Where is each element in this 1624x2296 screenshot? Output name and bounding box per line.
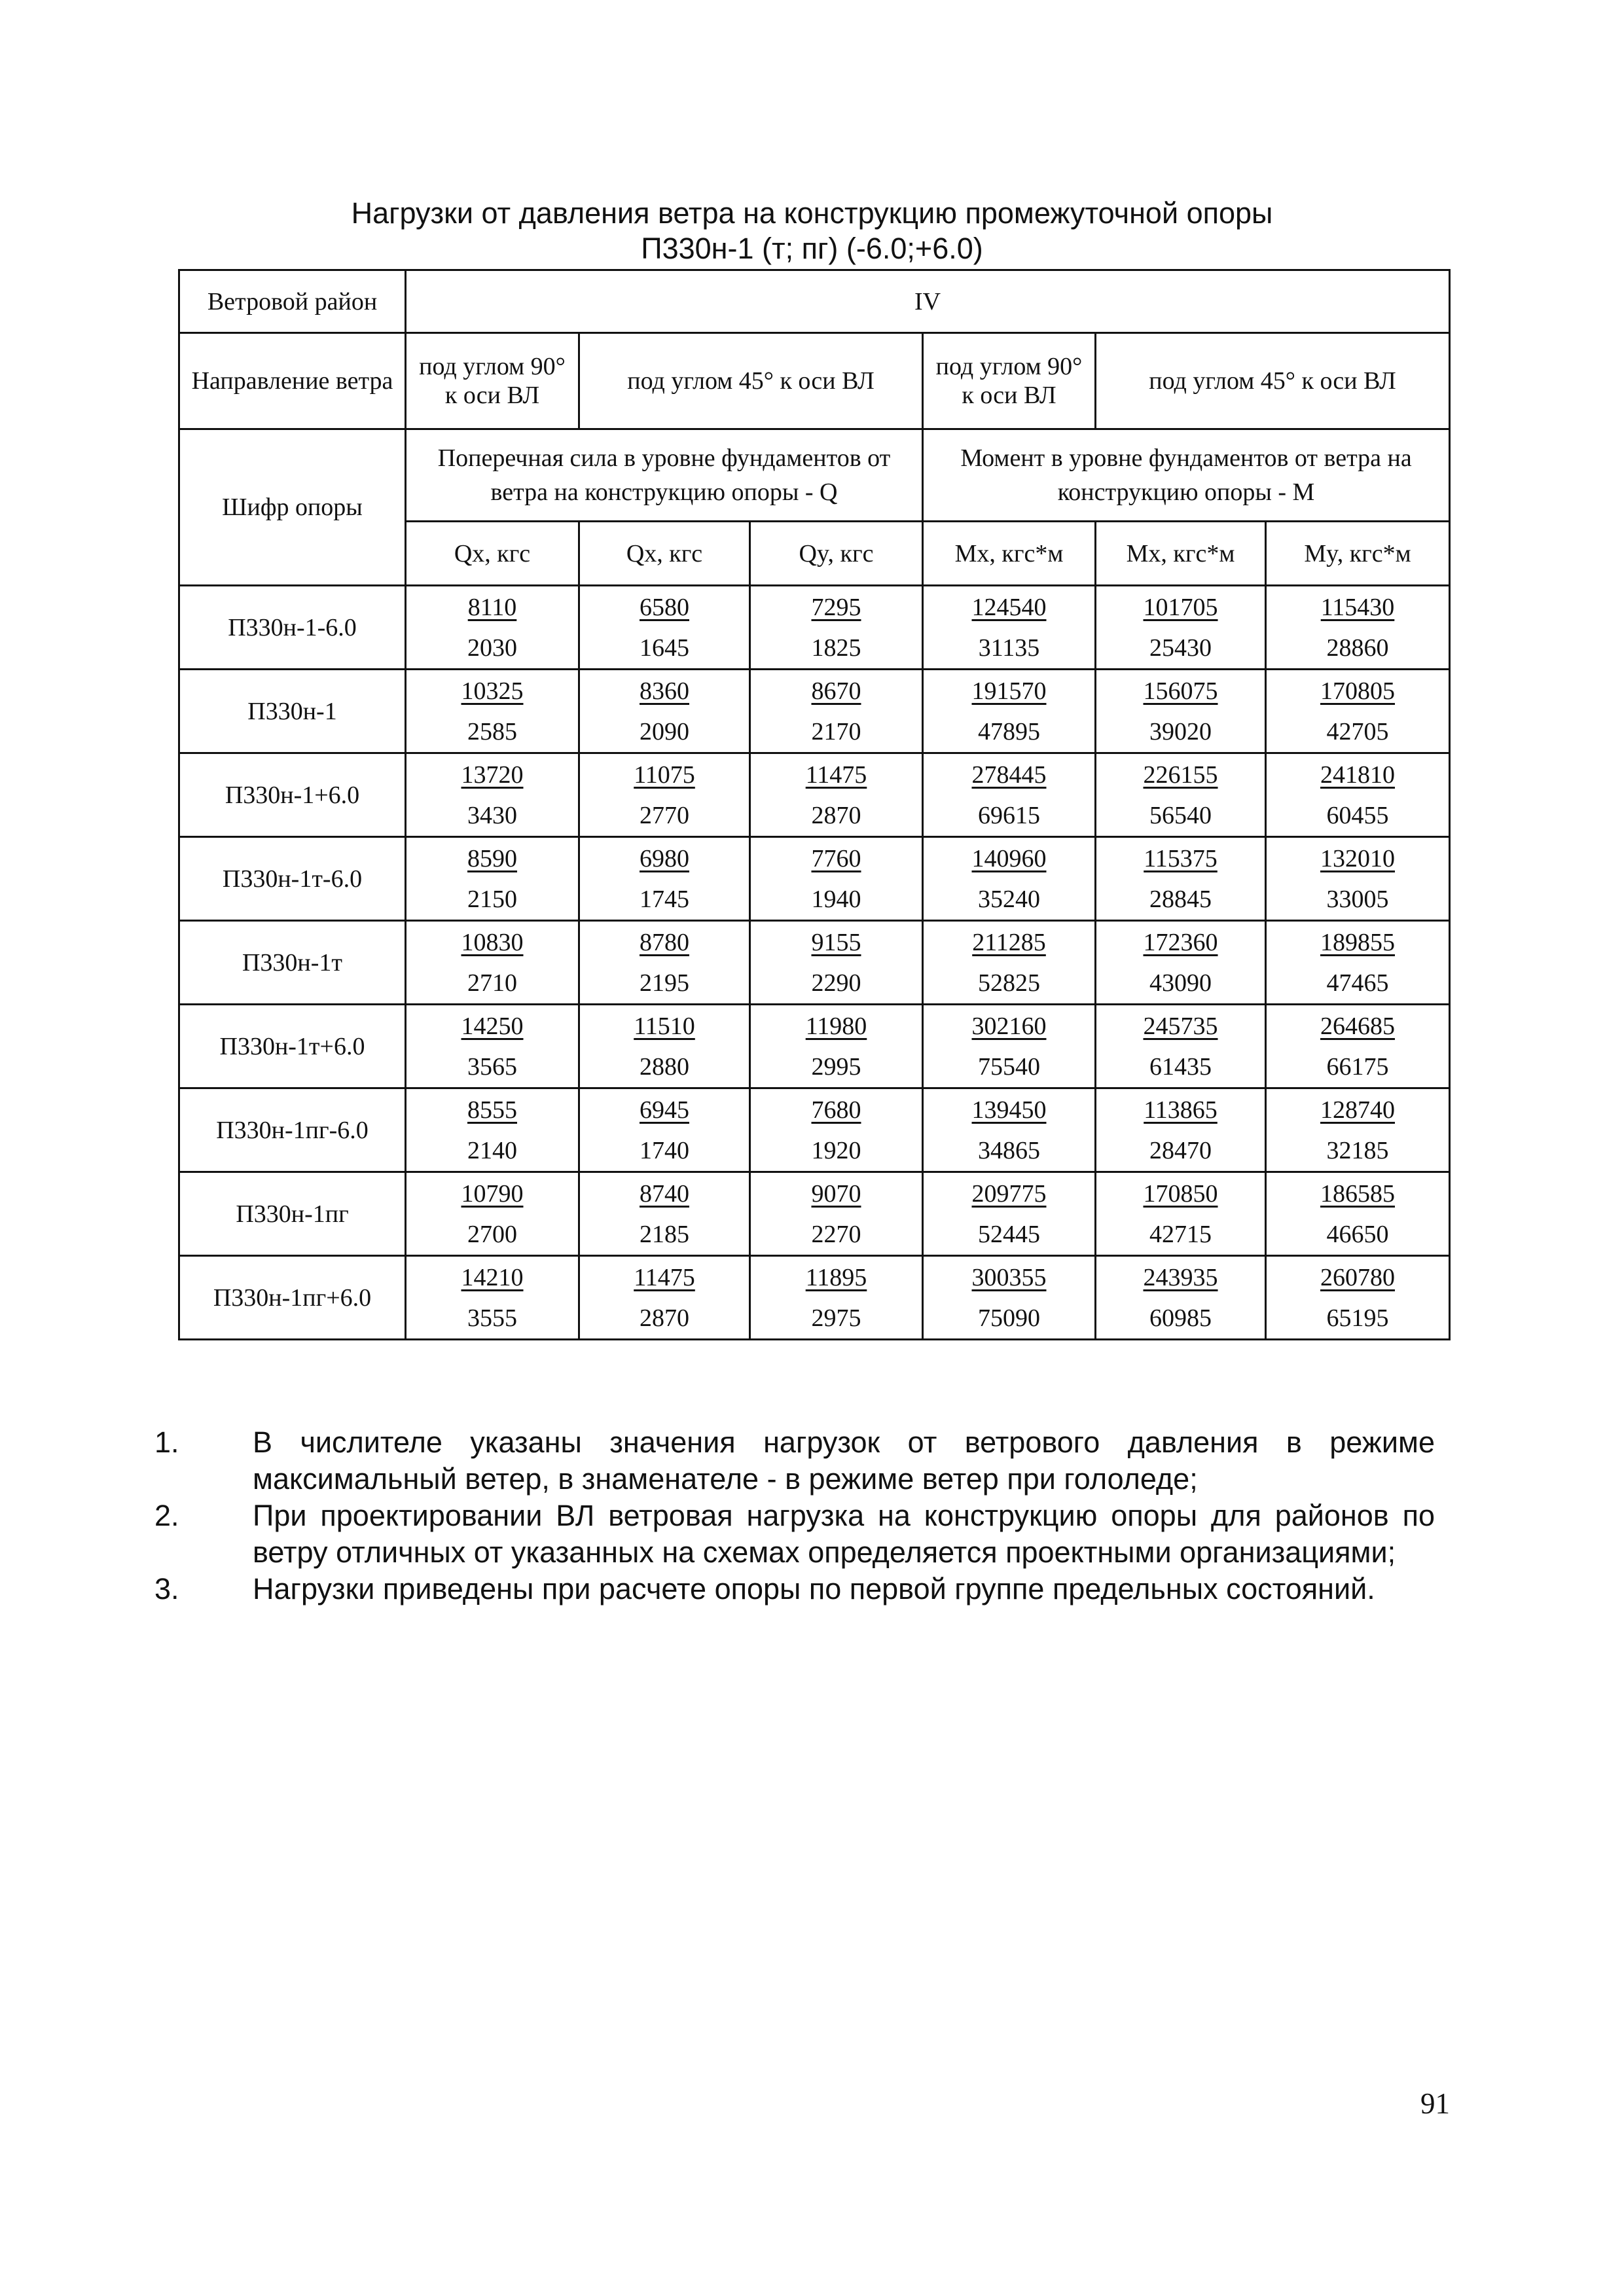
ice-wind-value: 75090 [978,1304,1040,1332]
load-cell [1096,837,1266,921]
load-cell [750,1088,923,1172]
wind-region-value: IV [406,270,1450,333]
ice-wind-value: 2270 [811,1220,861,1248]
ice-wind-value: 52445 [978,1220,1040,1248]
load-cell [923,837,1096,921]
max-wind-value: 13720 [461,761,524,789]
ice-wind-value: 1745 [640,885,689,913]
max-wind-value: 7760 [811,844,861,872]
ice-wind-value: 2585 [467,717,517,745]
support-code: П330н-1т-6.0 [179,837,406,921]
ice-wind-value: 46650 [1326,1220,1389,1248]
max-wind-value: 245735 [1143,1012,1218,1040]
column-header: Mx, кгс*м [923,522,1096,586]
load-cell [1096,753,1266,837]
column-header: Mx, кгс*м [1096,522,1266,586]
ice-wind-value: 1940 [811,885,861,913]
load-cell [750,1172,923,1256]
load-cell [1096,1005,1266,1088]
max-wind-value: 9070 [811,1179,861,1208]
table-row [179,1005,1450,1088]
load-cell [1266,586,1450,670]
max-wind-value: 113865 [1144,1096,1218,1124]
ice-wind-value: 3430 [467,801,517,829]
ice-wind-value: 2710 [467,969,517,997]
max-wind-value: 6580 [640,593,689,621]
max-wind-value: 11475 [634,1263,695,1291]
load-cell [406,586,579,670]
table-title: Нагрузки от давления ветра на конструкцию промежуточной опоры [351,196,1273,230]
max-wind-value: 8110 [467,593,517,621]
load-cell [406,837,579,921]
load-cell [579,921,750,1005]
ice-wind-value: 65195 [1326,1304,1389,1332]
max-wind-value: 9155 [811,928,861,956]
max-wind-value: 302160 [971,1012,1047,1040]
max-wind-value: 226155 [1143,761,1218,789]
load-cell [406,921,579,1005]
ice-wind-value: 2150 [467,885,517,913]
table-row [179,586,1450,670]
load-cell [1266,1256,1450,1340]
load-cell [750,1005,923,1088]
ice-wind-value: 2870 [811,801,861,829]
table-row [179,1256,1450,1340]
load-cell [1266,1005,1450,1088]
max-wind-value: 139450 [971,1096,1047,1124]
load-cell [1266,753,1450,837]
ice-wind-value: 42715 [1149,1220,1212,1248]
load-cell [1096,1256,1266,1340]
note-text: Нагрузки приведены при расчете опоры по первой группе предельных состояний. [253,1572,1375,1605]
max-wind-value: 211285 [972,928,1046,956]
load-cell [923,1256,1096,1340]
max-wind-value: 6980 [640,844,689,872]
note-item [154,1498,1435,1571]
ice-wind-value: 61435 [1149,1052,1212,1081]
max-wind-value: 8590 [467,844,517,872]
note-number: 3. [154,1572,179,1605]
ice-wind-value: 2770 [640,801,689,829]
max-wind-value: 191570 [971,677,1047,705]
direction-45-force: под углом 45° к оси ВЛ [579,333,923,429]
ice-wind-value: 2870 [640,1304,689,1332]
load-cell [1096,670,1266,753]
load-cell [406,1256,579,1340]
ice-wind-value: 2030 [467,634,517,662]
ice-wind-value: 3555 [467,1304,517,1332]
ice-wind-value: 60455 [1326,801,1389,829]
load-cell [579,670,750,753]
max-wind-value: 8555 [467,1096,517,1124]
ice-wind-value: 28845 [1149,885,1212,913]
support-code: П330н-1 [179,670,406,753]
max-wind-value: 170805 [1320,677,1396,705]
max-wind-value: 10325 [461,677,524,705]
max-wind-value: 128740 [1320,1096,1396,1124]
support-code: П330н-1+6.0 [179,753,406,837]
table-row [179,837,1450,921]
load-cell [750,1256,923,1340]
load-cell [406,753,579,837]
load-cell [579,1256,750,1340]
load-cell [579,586,750,670]
ice-wind-value: 43090 [1149,969,1212,997]
ice-wind-value: 47465 [1326,969,1389,997]
table-row [179,753,1450,837]
notes-list [154,1424,1435,1607]
ice-wind-value: 1920 [811,1136,861,1164]
moment-group-header: Момент в уровне фундаментов от ветра на конструкцию опоры - М [923,429,1450,522]
ice-wind-value: 1645 [640,634,689,662]
column-header: My, кгс*м [1266,522,1450,586]
max-wind-value: 156075 [1143,677,1218,705]
ice-wind-value: 66175 [1326,1052,1389,1081]
note-number: 1. [154,1426,179,1459]
load-cell [579,1088,750,1172]
ice-wind-value: 2170 [811,717,861,745]
load-cell [923,1172,1096,1256]
max-wind-value: 170850 [1143,1179,1218,1208]
ice-wind-value: 75540 [978,1052,1040,1081]
load-cell [1096,1172,1266,1256]
note-number: 2. [154,1499,179,1532]
max-wind-value: 278445 [971,761,1047,789]
max-wind-value: 11895 [805,1263,867,1291]
max-wind-value: 241810 [1320,761,1396,789]
page-number: 91 [1420,2087,1450,2120]
max-wind-value: 243935 [1143,1263,1218,1291]
ice-wind-value: 47895 [978,717,1040,745]
direction-45-moment: под углом 45° к оси ВЛ [1096,333,1450,429]
max-wind-value: 189855 [1320,928,1396,956]
max-wind-value: 186585 [1320,1179,1396,1208]
wind-loads-table [178,269,1451,1340]
max-wind-value: 264685 [1320,1012,1396,1040]
max-wind-value: 11075 [634,761,695,789]
load-cell [1266,1172,1450,1256]
max-wind-value: 14210 [461,1263,524,1291]
load-cell [923,921,1096,1005]
load-cell [579,837,750,921]
ice-wind-value: 35240 [978,885,1040,913]
max-wind-value: 132010 [1320,844,1396,872]
load-cell [750,670,923,753]
ice-wind-value: 39020 [1149,717,1212,745]
ice-wind-value: 2140 [467,1136,517,1164]
max-wind-value: 260780 [1320,1263,1396,1291]
ice-wind-value: 2995 [811,1052,861,1081]
support-code: П330н-1т+6.0 [179,1005,406,1088]
note-item [154,1424,1435,1498]
ice-wind-value: 52825 [978,969,1040,997]
max-wind-value: 8740 [640,1179,689,1208]
load-cell [406,1088,579,1172]
max-wind-value: 6945 [640,1096,689,1124]
direction-90-force: под углом 90° к оси ВЛ [406,333,579,429]
max-wind-value: 8670 [811,677,861,705]
support-code: П330н-1т [179,921,406,1005]
note-text: В числителе указаны значения нагрузок от ветрового давления в режиме максимальный ветер, в знаменателе - в режиме ветер при гололеде; [253,1426,1435,1496]
ice-wind-value: 1740 [640,1136,689,1164]
load-cell [750,586,923,670]
ice-wind-value: 3565 [467,1052,517,1081]
max-wind-value: 14250 [461,1012,524,1040]
table-row [179,1172,1450,1256]
load-cell [1266,670,1450,753]
max-wind-value: 7680 [811,1096,861,1124]
load-cell [579,1172,750,1256]
ice-wind-value: 2185 [640,1220,689,1248]
max-wind-value: 11475 [805,761,867,789]
note-text: При проектировании ВЛ ветровая нагрузка на конструкцию опоры для районов по ветру отличных от указанных на схемах определяется проектными организациями; [253,1499,1435,1569]
ice-wind-value: 25430 [1149,634,1212,662]
column-header: Qx, кгс [406,522,579,586]
ice-wind-value: 2195 [640,969,689,997]
load-cell [923,586,1096,670]
ice-wind-value: 60985 [1149,1304,1212,1332]
ice-wind-value: 32185 [1326,1136,1389,1164]
table-subtitle: П330н-1 (т; пг) (-6.0;+6.0) [641,232,983,265]
load-cell [579,1005,750,1088]
force-group-header: Поперечная сила в уровне фундаментов от ветра на конструкцию опоры - Q [406,429,923,522]
max-wind-value: 7295 [811,593,861,621]
load-cell [750,921,923,1005]
max-wind-value: 124540 [971,593,1047,621]
ice-wind-value: 28860 [1326,634,1389,662]
max-wind-value: 10790 [461,1179,524,1208]
max-wind-value: 8360 [640,677,689,705]
ice-wind-value: 2880 [640,1052,689,1081]
ice-wind-value: 34865 [978,1136,1040,1164]
max-wind-value: 8780 [640,928,689,956]
max-wind-value: 140960 [971,844,1047,872]
ice-wind-value: 31135 [978,634,1040,662]
column-header: Qy, кгс [750,522,923,586]
max-wind-value: 101705 [1143,593,1218,621]
load-cell [406,1172,579,1256]
max-wind-value: 11510 [634,1012,695,1040]
load-cell [750,753,923,837]
load-cell [923,753,1096,837]
load-cell [923,1088,1096,1172]
ice-wind-value: 28470 [1149,1136,1212,1164]
code-label: Шифр опоры [179,429,406,586]
max-wind-value: 10830 [461,928,524,956]
ice-wind-value: 33005 [1326,885,1389,913]
ice-wind-value: 2090 [640,717,689,745]
support-code: П330н-1пг-6.0 [179,1088,406,1172]
ice-wind-value: 2975 [811,1304,861,1332]
table-row [179,921,1450,1005]
note-item [154,1571,1435,1607]
load-cell [406,1005,579,1088]
load-cell [406,670,579,753]
max-wind-value: 300355 [971,1263,1047,1291]
support-code: П330н-1пг+6.0 [179,1256,406,1340]
load-cell [1096,586,1266,670]
load-cell [1096,921,1266,1005]
load-cell [923,670,1096,753]
load-cell [1096,1088,1266,1172]
max-wind-value: 209775 [971,1179,1047,1208]
ice-wind-value: 69615 [978,801,1040,829]
max-wind-value: 115375 [1144,844,1218,872]
support-code: П330н-1-6.0 [179,586,406,670]
load-cell [579,753,750,837]
direction-90-moment: под углом 90° к оси ВЛ [923,333,1096,429]
load-cell [1266,921,1450,1005]
load-cell [750,837,923,921]
column-header: Qx, кгс [579,522,750,586]
direction-label: Направление ветра [179,333,406,429]
table-row [179,1088,1450,1172]
wind-region-label: Ветровой район [179,270,406,333]
load-cell [1266,837,1450,921]
ice-wind-value: 42705 [1326,717,1389,745]
max-wind-value: 172360 [1143,928,1218,956]
ice-wind-value: 2700 [467,1220,517,1248]
ice-wind-value: 1825 [811,634,861,662]
ice-wind-value: 56540 [1149,801,1212,829]
ice-wind-value: 2290 [811,969,861,997]
max-wind-value: 11980 [805,1012,867,1040]
max-wind-value: 115430 [1320,593,1395,621]
load-cell [1266,1088,1450,1172]
table-row [179,670,1450,753]
support-code: П330н-1пг [179,1172,406,1256]
load-cell [923,1005,1096,1088]
